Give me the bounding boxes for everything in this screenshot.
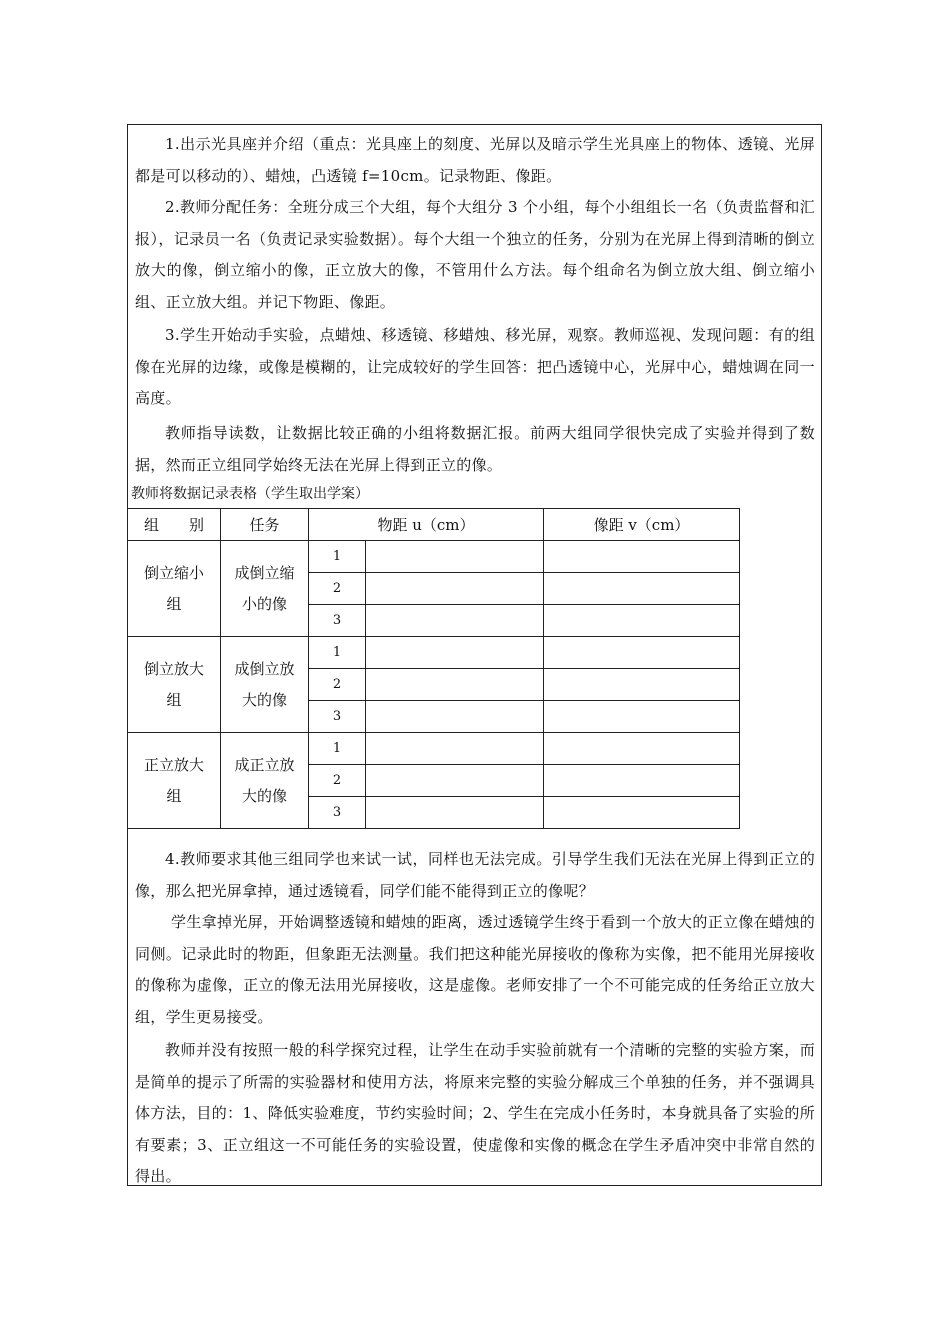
group-name: 倒立放大组 (128, 637, 221, 733)
image-distance-cell[interactable] (544, 701, 740, 733)
header-task: 任务 (221, 509, 309, 541)
row-index: 3 (309, 605, 366, 637)
data-table (127, 508, 740, 829)
object-distance-cell[interactable] (366, 541, 544, 573)
header-image-distance: 像距 v（cm） (544, 509, 740, 541)
object-distance-cell[interactable] (366, 669, 544, 701)
paragraph-4: 教师指导读数，让数据比较正确的小组将数据汇报。前两大组同学很快完成了实验并得到了数据，然而正立组同学始终无法在光屏上得到正立的像。 (135, 424, 815, 474)
row-index: 1 (309, 541, 366, 573)
table-row (128, 733, 740, 765)
object-distance-cell[interactable] (366, 733, 544, 765)
header-group: 组 别 (128, 509, 221, 541)
object-distance-cell[interactable] (366, 605, 544, 637)
row-index: 3 (309, 797, 366, 829)
row-index: 1 (309, 733, 366, 765)
row-index: 2 (309, 573, 366, 605)
paragraph-5: 4.教师要求其他三组同学也来试一试，同样也无法完成。引导学生我们无法在光屏上得到正立的像，那么把光屏拿掉，通过透镜看，同学们能不能得到正立的像呢？ (135, 850, 815, 900)
group-name: 正立放大组 (128, 733, 221, 829)
image-distance-cell[interactable] (544, 605, 740, 637)
row-index: 2 (309, 765, 366, 797)
table-row (128, 637, 740, 669)
image-distance-cell[interactable] (544, 733, 740, 765)
group-name: 倒立缩小组 (128, 541, 221, 637)
object-distance-cell[interactable] (366, 797, 544, 829)
table-row (128, 541, 740, 573)
object-distance-cell[interactable] (366, 573, 544, 605)
group-task: 成倒立放大的像 (221, 637, 309, 733)
object-distance-cell[interactable] (366, 765, 544, 797)
row-index: 3 (309, 701, 366, 733)
group-task: 成正立放大的像 (221, 733, 309, 829)
table-header-row (128, 509, 740, 541)
header-object-distance: 物距 u（cm） (309, 509, 544, 541)
image-distance-cell[interactable] (544, 541, 740, 573)
row-index: 1 (309, 637, 366, 669)
image-distance-cell[interactable] (544, 797, 740, 829)
object-distance-cell[interactable] (366, 637, 544, 669)
object-distance-cell[interactable] (366, 701, 544, 733)
paragraph-7: 教师并没有按照一般的科学探究过程，让学生在动手实验前就有一个清晰的完整的实验方案，而是简单的提示了所需的实验器材和使用方法，将原来完整的实验分解成三个单独的任务，并不强调具体方法，目的：1、降低实验难度，节约实验时间；2、学生在完成小任务时，本身就具备了实验的所有要素；3、正立组这一不可能任务的实验设置，使虚像和实像的概念在学生矛盾冲突中非常自然的得出。 (135, 1041, 815, 1185)
row-index: 2 (309, 669, 366, 701)
table-caption: 教师将数据记录表格（学生取出学案） (131, 486, 369, 502)
group-task: 成倒立缩小的像 (221, 541, 309, 637)
paragraph-1: 1.出示光具座并介绍（重点：光具座上的刻度、光屏以及暗示学生光具座上的物体、透镜、光屏都是可以移动的）、蜡烛，凸透镜 f=10cm。记录物距、像距。 (135, 135, 815, 185)
image-distance-cell[interactable] (544, 669, 740, 701)
paragraph-2: 2.教师分配任务：全班分成三个大组，每个大组分 3 个小组，每个小组组长一名（负责监督和汇报），记录员一名（负责记录实验数据）。每个大组一个独立的任务，分别为在光屏上得到清晰的倒立放大的像，倒立缩小的像，正立放大的像，不管用什么方法。每个组命名为倒立放大组、倒立缩小组、正立放大组。并记下物距、像距。 (135, 198, 815, 311)
image-distance-cell[interactable] (544, 765, 740, 797)
paragraph-3: 3.学生开始动手实验，点蜡烛、移透镜、移蜡烛、移光屏，观察。教师巡视、发现问题：有的组像在光屏的边缘，或像是模糊的，让完成较好的学生回答：把凸透镜中心，光屏中心，蜡烛调在同一高度。 (135, 326, 815, 407)
paragraph-6: 学生拿掉光屏，开始调整透镜和蜡烛的距离，透过透镜学生终于看到一个放大的正立像在蜡烛的同侧。记录此时的物距，但象距无法测量。我们把这种能光屏接收的像称为实像，把不能用光屏接收的像称为虚像，正立的像无法用光屏接收，这是虚像。老师安排了一个不可能完成的任务给正立放大组，学生更易接受。 (135, 913, 815, 1026)
image-distance-cell[interactable] (544, 637, 740, 669)
image-distance-cell[interactable] (544, 573, 740, 605)
